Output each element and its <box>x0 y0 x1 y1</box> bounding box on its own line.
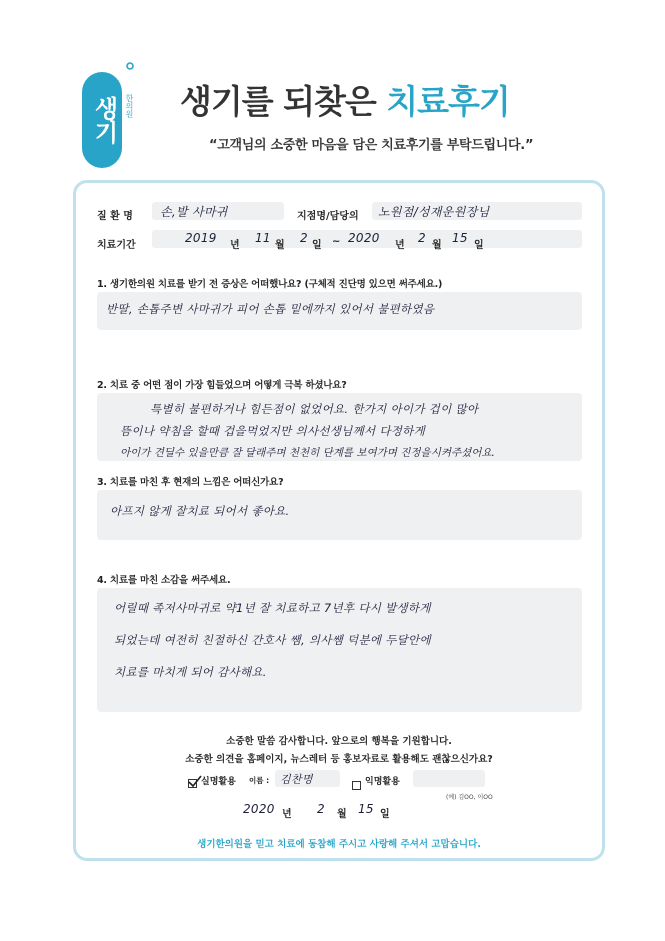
page-subtitle: “고객님의 소중한 마음을 담은 치료후기를 부탁드립니다.” <box>209 138 534 153</box>
question-2: 2. 치료 중 어떤 점이 가장 힘들었으며 어떻게 극복 하셨나요? <box>97 380 347 391</box>
branch-label: 지점명/담당의 <box>297 211 359 222</box>
question-1: 1. 생기한의원 치료를 받기 전 증상은 어떠했나요? (구체적 진단명 있으면 써주세요.) <box>97 279 443 290</box>
disease-value: 손,발 사마귀 <box>160 205 228 219</box>
question-3: 3. 치료를 마친 후 현재의 느낌은 어떠신가요? <box>97 477 284 488</box>
answer-4-line-3: 치료를 마치게 되어 감사해요. <box>114 665 267 679</box>
answer-1-line-1: 반딸, 손톱주변 사마귀가 피어 손톱 밑에까지 있어서 불편하였음 <box>106 302 435 316</box>
day-unit-1: 일 <box>312 240 322 251</box>
date-year-unit: 년 <box>282 809 292 820</box>
anon-label: 익명활용 <box>365 777 400 787</box>
disease-label: 질 환 명 <box>97 211 133 222</box>
period-end-month: 2 <box>418 231 426 245</box>
answer-2-line-1: 특별히 불편하거나 힘든점이 없었어요. 한가지 아이가 겁이 많아 <box>150 402 479 416</box>
day-unit-2: 일 <box>474 240 484 251</box>
period-start-month: 11 <box>255 231 271 245</box>
date-month: 2 <box>317 802 325 816</box>
answer-2-line-2: 뜸이나 약침을 할때 겁을먹었지만 의사선생님께서 다정하게 <box>120 424 425 438</box>
date-month-unit: 월 <box>337 809 347 820</box>
date-year: 2020 <box>243 802 275 816</box>
branch-value: 노원점/성재운원장님 <box>378 205 490 219</box>
period-end-day: 15 <box>452 231 468 245</box>
year-unit-2: 년 <box>395 240 405 251</box>
month-unit-2: 월 <box>432 240 442 251</box>
logo-main-text: 생기 <box>90 96 118 144</box>
answer-3-line-1: 아프지 않게 잘치료 되어서 좋아요. <box>110 504 290 518</box>
period-end-year: 2020 <box>348 231 380 245</box>
answer-4-line-1: 어릴때 족저사마귀로 약1년 잘 치료하고 7년후 다시 발생하게 <box>114 601 431 615</box>
period-start-year: 2019 <box>185 231 217 245</box>
month-unit-1: 월 <box>275 240 285 251</box>
page-title <box>180 76 510 123</box>
answer-4-line-2: 되었는데 여전히 친절하신 간호사 쌤, 의사쌤 덕분에 두달안에 <box>114 633 431 647</box>
footer-thanks: 소중한 말씀 감사합니다. 앞으로의 행복을 기원합니다. <box>226 736 452 747</box>
year-unit-1: 년 <box>230 240 240 251</box>
example-note: (예) 김OO, 이OO <box>446 794 493 801</box>
name-value: 김찬명 <box>280 773 313 786</box>
date-day-unit: 일 <box>380 809 390 820</box>
period-start-day: 2 <box>300 231 308 245</box>
period-tilde: ~ <box>332 236 341 247</box>
title-part-1: 생기를 되찾은 <box>180 82 387 121</box>
question-4: 4. 치료를 마친 소감을 써주세요. <box>97 575 231 586</box>
answer-2-line-3: 아이가 견딜수 있을만큼 잘 달래주며 천천히 단계를 보여가며 진정을시켜주셨어요. <box>120 447 495 459</box>
checkbox-empty-icon <box>352 781 361 790</box>
name-label: 이름 : <box>249 776 270 785</box>
date-day: 15 <box>358 802 374 816</box>
anon-name-field[interactable] <box>413 770 485 787</box>
period-label: 치료기간 <box>97 240 136 251</box>
clinic-logo <box>68 58 140 168</box>
closing-message: 생기한의원을 믿고 치료에 동참해 주시고 사랑해 주셔서 고맙습니다. <box>197 839 481 850</box>
real-name-label: 실명활용 <box>201 777 236 787</box>
title-part-2: 치료후기 <box>386 82 510 121</box>
footer-consent-question: 소중한 의견을 홈페이지, 뉴스레터 등 홍보자료로 활용해도 괜찮으신가요? <box>185 754 493 765</box>
logo-sub-text: 한의원 <box>125 94 134 118</box>
checkbox-checked-icon <box>188 779 197 788</box>
anon-checkbox[interactable] <box>352 775 361 794</box>
real-name-checkbox[interactable] <box>188 773 197 792</box>
